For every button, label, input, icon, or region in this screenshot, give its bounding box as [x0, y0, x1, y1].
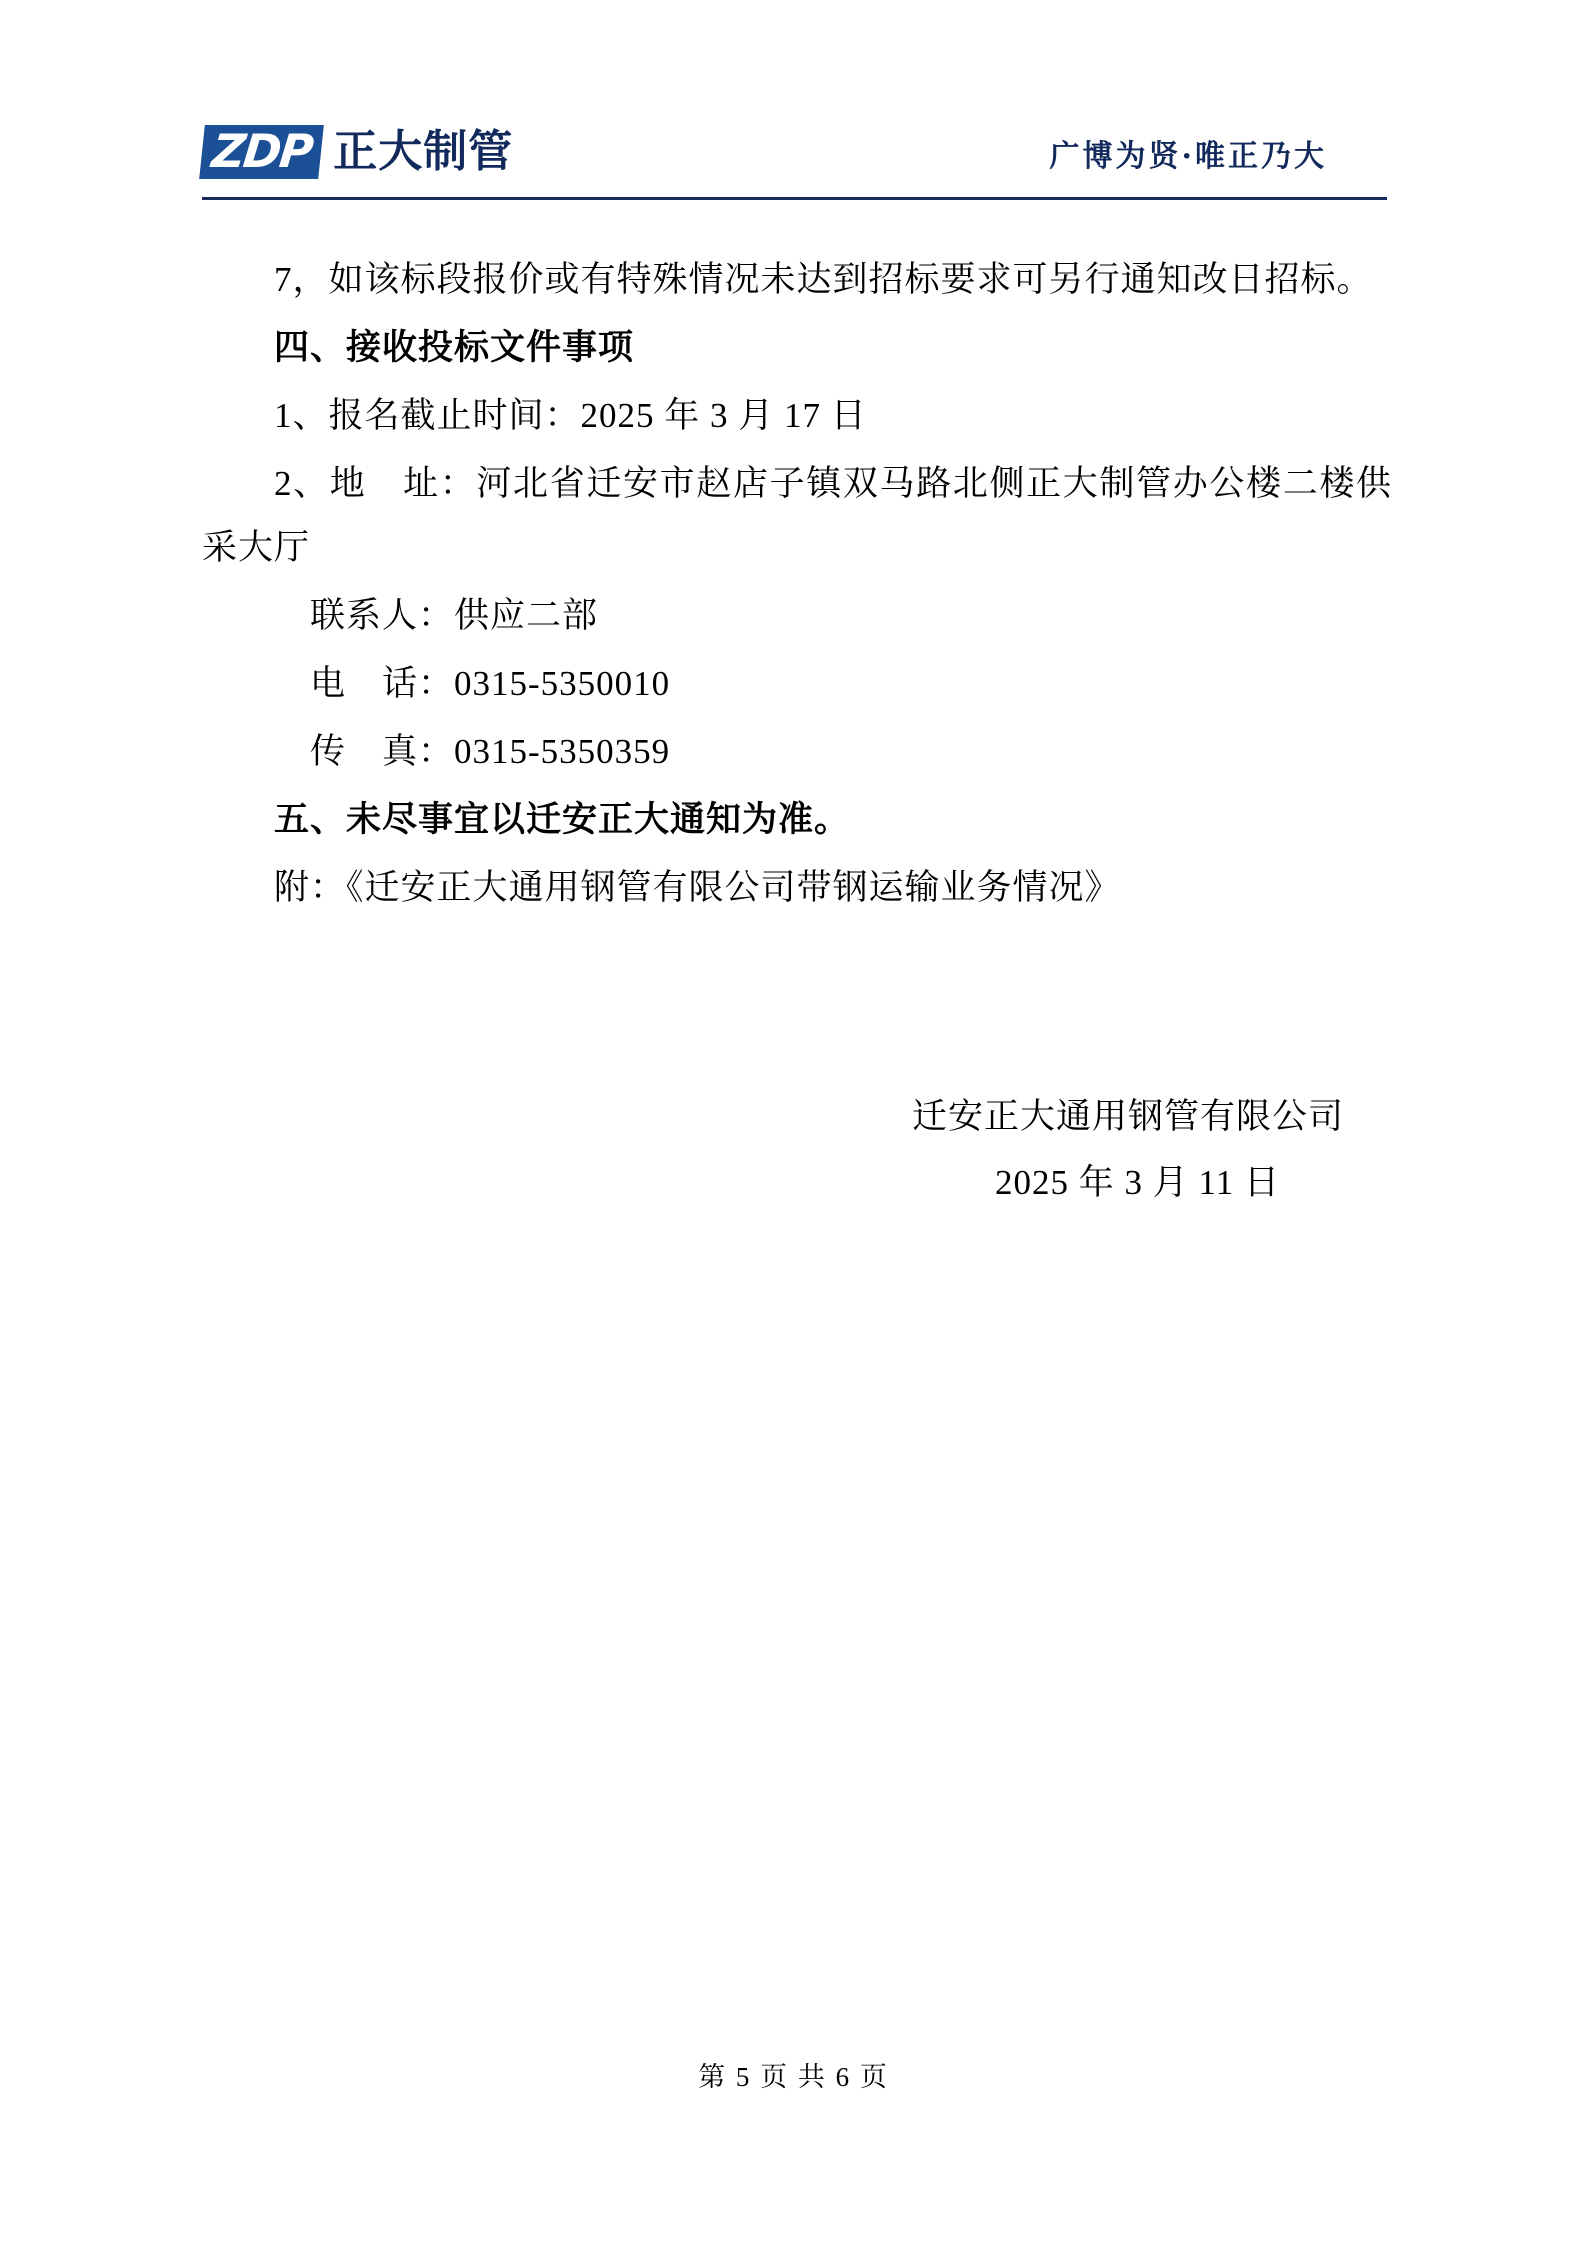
paragraph-fax: 传 真：0315-5350359 [310, 732, 671, 771]
paragraph-deadline: 1、报名截止时间：2025 年 3 月 17 日 [274, 396, 867, 435]
paragraph-telephone: 电 话：0315-5350010 [310, 664, 671, 703]
page-header [202, 108, 1387, 200]
signature-block [202, 1084, 1392, 1216]
paragraph-address: 2、地 址：河北省迁安市赵店子镇双马路北侧正大制管办公楼二楼供采大厅 [202, 464, 1392, 567]
section-heading-four: 四、接收投标文件事项 [274, 328, 635, 367]
section-heading-five: 五、未尽事宜以迁安正大通知为准。 [274, 800, 851, 839]
signature-date: 2025 年 3 月 11 日 [995, 1163, 1280, 1202]
vertical-spacer [202, 924, 1392, 1044]
page-footer: 第 5 页 共 6 页 [698, 2062, 889, 2092]
document-body [202, 248, 1392, 1216]
company-logo [202, 125, 513, 179]
company-slogan: 广博为贤·唯正乃大 [1049, 138, 1327, 174]
paragraph-item-7: 7，如该标段报价或有特殊情况未达到招标要求可另行通知改日招标。 [274, 260, 1373, 299]
paragraph-attachment: 附：《迁安正大通用钢管有限公司带钢运输业务情况》 [274, 868, 1121, 907]
signature-company: 迁安正大通用钢管有限公司 [911, 1097, 1344, 1136]
zdp-logo-icon: ZDP [199, 125, 324, 179]
logo-company-name: 正大制管 [333, 126, 514, 178]
paragraph-contact-person: 联系人：供应二部 [310, 596, 599, 635]
